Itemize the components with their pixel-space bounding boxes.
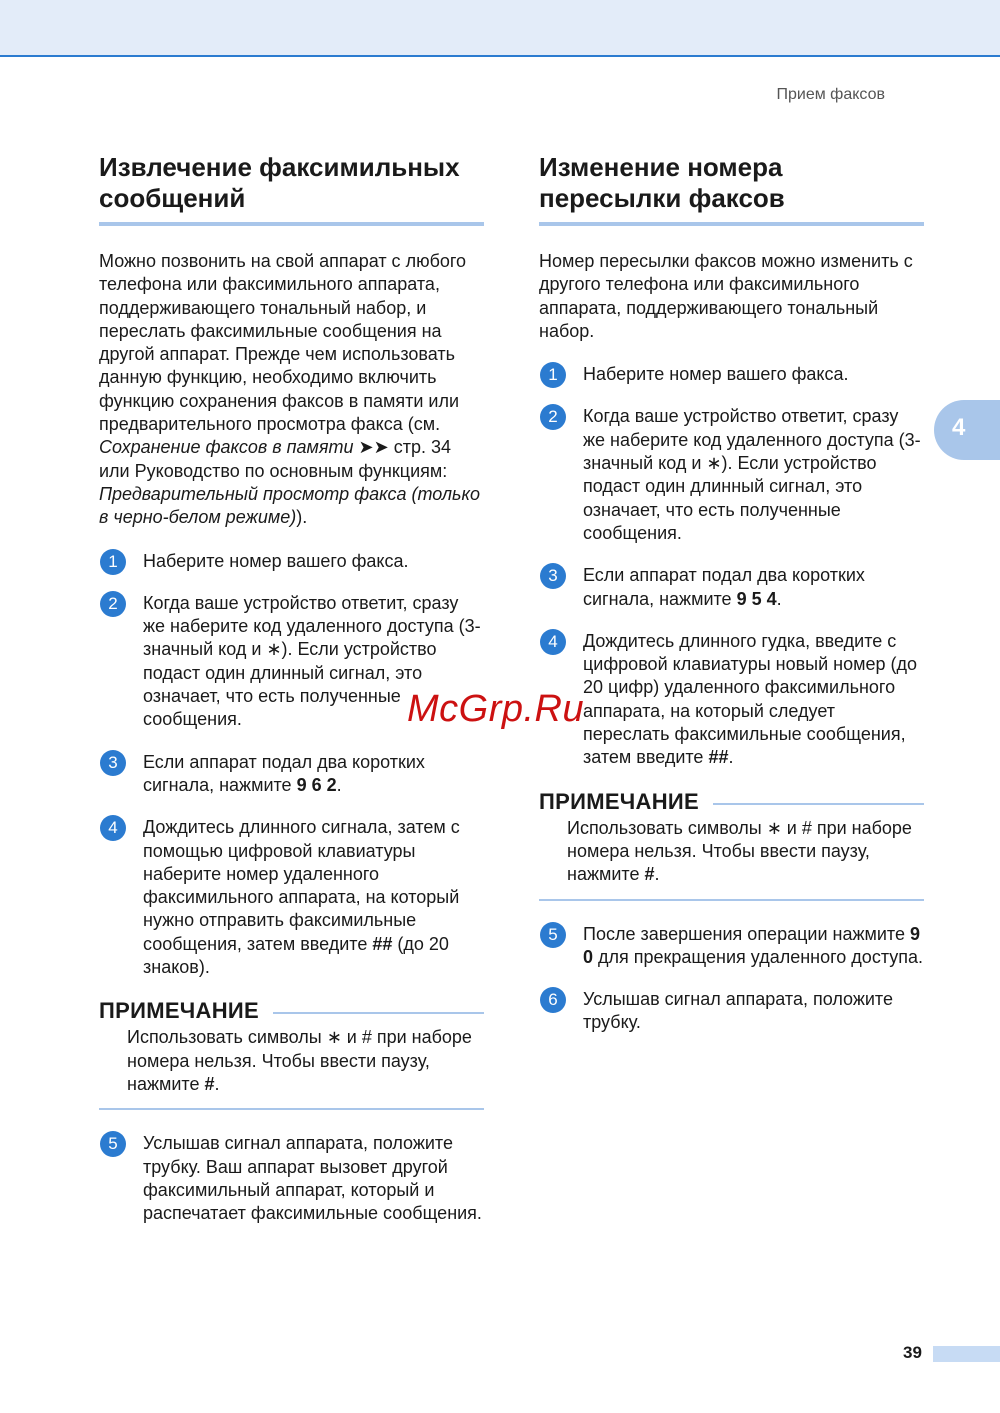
step-text: Если аппарат подал два коротких сигнала, нажмите (583, 565, 865, 609)
step-item: 4 Дождитесь длинного гудка, введите с цифровой клавиатуры новый номер (до 20 цифр) удаленного факсимильного аппарата, на который следует переслать факсимильные сообщения, затем введите ##. (539, 630, 924, 770)
section-title-retrieve: Извлечение факсимильных сообщений (99, 152, 484, 226)
key-sequence: 9 5 4 (736, 588, 777, 609)
page-ref-arrow-icon: ➤➤ (358, 437, 389, 458)
cross-ref-link[interactable]: Сохранение факсов в памяти (99, 437, 354, 458)
step-item (99, 550, 484, 573)
note-text: Использовать символы ∗ и # при наборе номера нельзя. Чтобы ввести паузу, нажмите #. (127, 1027, 472, 1094)
step-text: Когда ваше устройство ответит, сразу же наберите код удаленного доступа (3-значный код и ∗). Если устройство подаст один длинный сигнал, это означает, что есть полученные сообщения. (583, 406, 921, 543)
intro-paragraph: Номер пересылки факсов можно изменить с другого телефона или факсимильного аппарата, поддерживающего тональный набор. (539, 251, 913, 341)
step-text: Наберите номер вашего факса. (583, 364, 849, 385)
step-item (99, 1132, 484, 1225)
step-number-badge: 2 (100, 591, 126, 617)
section-title-change-forwarding: Изменение номера пересылки факсов (539, 152, 924, 226)
step-number-badge: 5 (100, 1131, 126, 1157)
step-text: Если аппарат подал два коротких сигнала, нажмите (143, 751, 425, 795)
step-text: Наберите номер вашего факса. (143, 550, 409, 571)
step-item: 3 Если аппарат подал два коротких сигнала, нажмите 9 6 2. (99, 751, 484, 798)
top-band (0, 0, 1000, 57)
step-number-badge: 6 (540, 987, 566, 1013)
chapter-number: 4 (952, 414, 966, 441)
note-bottom-rule (539, 899, 924, 901)
step-item: 5 После завершения операции нажмите 9 0 для прекращения удаленного доступа. (539, 923, 924, 970)
page-number: 39 (903, 1343, 922, 1362)
note-box (539, 789, 924, 901)
step-text: Дождитесь длинного сигнала, затем с помощью цифровой клавиатуры наберите номер удаленного факсимильного аппарата, на который нужно отправить факсимильные сообщения, затем введите (143, 817, 460, 954)
step-number-badge: 2 (540, 404, 566, 430)
note-rule (713, 803, 924, 805)
note-rule (273, 1012, 484, 1014)
step-number-badge: 3 (100, 750, 126, 776)
step-number-badge: 5 (540, 922, 566, 948)
step-item (539, 988, 924, 1035)
note-title: ПРИМЕЧАНИЕ (539, 788, 700, 814)
cross-ref-link[interactable]: Предварительный просмотр факса (только в черно-белом режиме) (99, 483, 480, 528)
step-number-badge: 1 (100, 549, 126, 575)
step-number-badge: 3 (540, 563, 566, 589)
step-item: 4 Дождитесь длинного сигнала, затем с помощью цифровой клавиатуры наберите номер удаленного факсимильного аппарата, на который нужно отправить факсимильные сообщения, затем введите ## (до 20 знаков). (99, 816, 484, 979)
step-text: Услышав сигнал аппарата, положите трубку. Ваш аппарат вызовет другой факсимильный аппарат, который и распечатает факсимильные сообщения. (143, 1133, 482, 1224)
running-header: Прием факсов (776, 86, 885, 103)
page-number-bar (933, 1346, 1000, 1362)
chapter-tab (934, 400, 1000, 460)
step-text: Когда ваше устройство ответит, сразу же наберите код удаленного доступа (3-значный код и ∗). Если устройство подаст один длинный сигнал, это означает, что есть полученные сообщения. (143, 592, 481, 730)
step-text: Услышав сигнал аппарата, положите трубку. (583, 989, 893, 1033)
note-title: ПРИМЕЧАНИЕ (99, 998, 260, 1024)
step-number-badge: 1 (540, 362, 566, 388)
step-item: 3 Если аппарат подал два коротких сигнала, нажмите 9 5 4. (539, 564, 924, 611)
step-item (539, 363, 924, 386)
step-number-badge: 4 (540, 629, 566, 655)
key-sequence: 9 0 (583, 923, 921, 967)
right-column (539, 152, 924, 1054)
note-bottom-rule (99, 1108, 484, 1110)
watermark: McGrp.Ru (407, 688, 585, 730)
key-sequence: ## (708, 747, 729, 768)
step-text: После завершения операции нажмите (583, 923, 910, 944)
key-sequence: ## (372, 933, 393, 954)
note-box (99, 998, 484, 1110)
intro-paragraph: Можно позвонить на свой аппарат с любого телефона или факсимильного аппарата, поддерживающего тональный набор, и переслать факсимильные сообщения на другой аппарат. Прежде чем использовать данную функцию, необходимо включить функцию сохранения факсов в памяти или предварительного просмотра факса (см. Сохранение факсов в памяти ➤➤ стр. 34 или Руководство по основным функциям: Предварительный просмотр факса (только в черно-белом режиме)). (99, 251, 480, 528)
step-text: Дождитесь длинного гудка, введите с цифровой клавиатуры новый номер (до 20 цифр) удаленного факсимильного аппарата, на который следует переслать факсимильные сообщения, затем введите (583, 630, 918, 768)
note-text: Использовать символы ∗ и # при наборе номера нельзя. Чтобы ввести паузу, нажмите #. (567, 817, 912, 885)
step-number-badge: 4 (100, 815, 126, 841)
step-item (539, 405, 924, 545)
key-sequence: 9 6 2 (296, 774, 337, 795)
